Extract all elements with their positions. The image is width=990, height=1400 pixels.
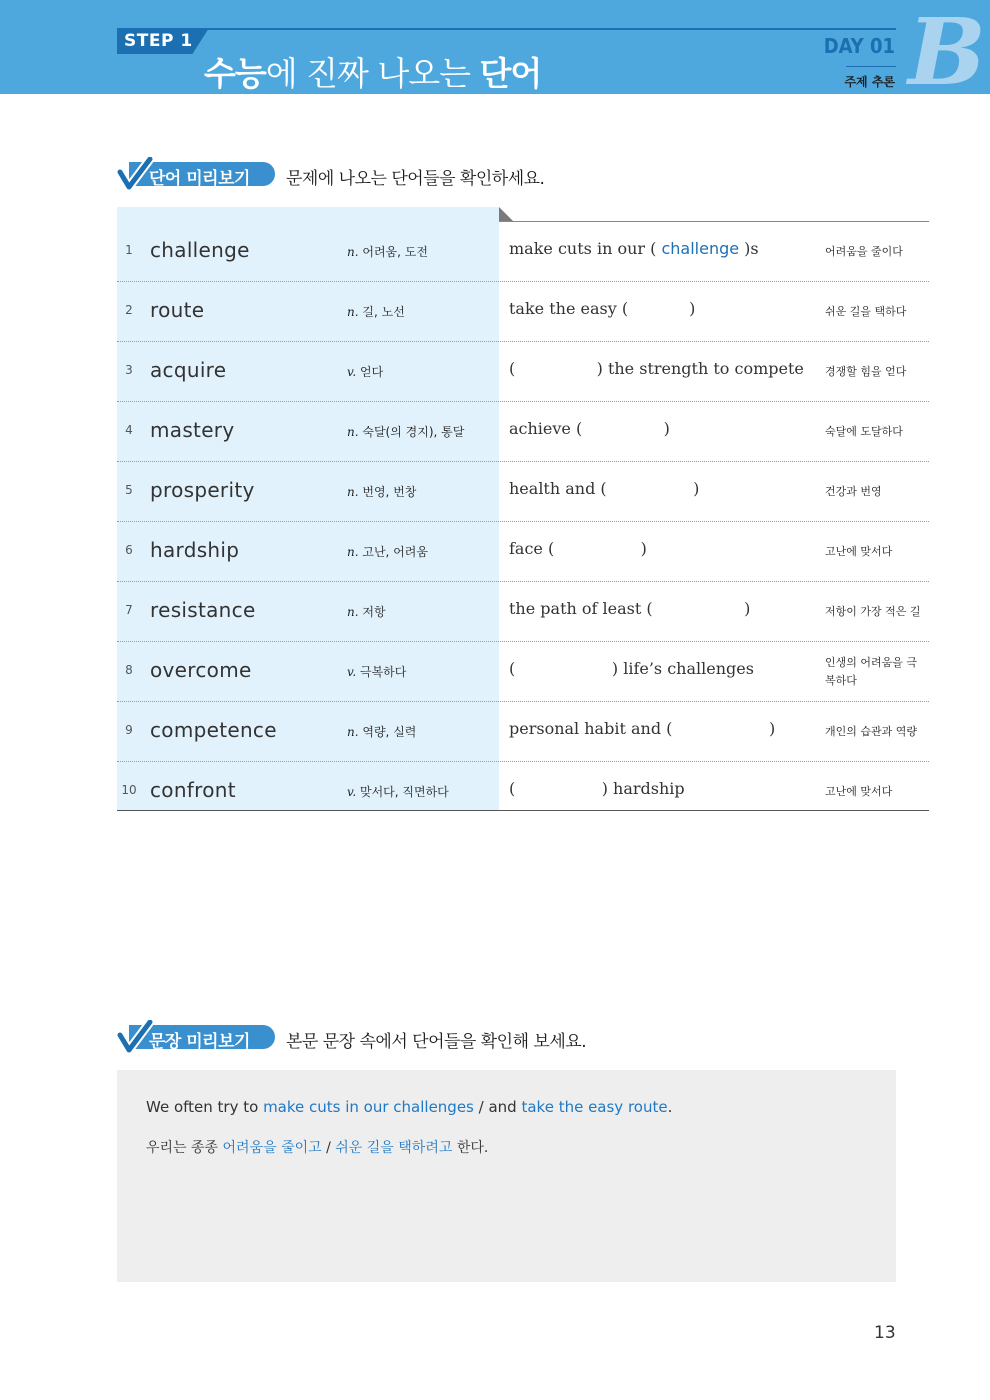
part-of-speech: v. [347,365,357,379]
title-part-bold-2: 단어 [479,54,542,93]
day-divider-line [846,66,896,67]
vocab-phrase [509,359,804,378]
vocab-number: 6 [125,543,133,557]
book-letter-logo: B [908,0,986,94]
section-description: 본문 문장 속에서 단어들을 확인해 보세요. [286,1032,587,1052]
vocab-phrase [509,719,775,738]
title-part-bold-1: 수능 [204,54,266,93]
vocab-korean-phrase: 개인의 습관과 역량 [825,725,918,738]
vocab-word: hardship [150,538,240,562]
meaning-text: 역량, 실력 [362,725,417,739]
sentence-text: . [667,1098,673,1116]
vocab-korean-phrase: 경쟁할 힘을 얻다 [825,365,907,378]
vocab-word: prosperity [150,478,255,502]
day-label: DAY 01 [823,34,895,58]
vocab-word: overcome [150,658,252,682]
highlighted-phrase: take the easy route [521,1098,668,1116]
phrase-after: )s [739,239,759,258]
phrase-before: personal habit and ( ) [509,719,776,738]
part-of-speech: n. [347,305,359,319]
vocab-word: mastery [150,418,235,442]
phrase-before: make cuts in our ( [509,239,662,258]
vocab-number: 7 [125,603,133,617]
sentence-text: 우리는 종종 [146,1140,223,1156]
vocab-row [117,522,929,582]
part-of-speech: v. [347,665,357,679]
part-of-speech: n. [347,245,359,259]
section-badge-sentence [117,1022,275,1052]
badge-label: 단어 미리보기 [149,169,250,189]
page-fold-corner [499,207,513,221]
vocab-korean-phrase: 숙달에 도달하다 [825,425,903,438]
vocab-korean-phrase: 어려움을 줄이다 [825,245,903,258]
vocab-word: route [150,298,205,322]
sentence-text: 한다. [452,1140,489,1156]
meaning-text: 저항 [362,605,386,619]
checkmark-icon [117,157,153,191]
vocab-word: resistance [150,598,256,622]
vocab-korean-phrase: 저항이 가장 적은 길 [825,605,921,618]
title-part-middle: 에 진짜 나오는 [265,54,480,93]
phrase-before: ( ) hardship [509,779,685,798]
vocab-meaning [347,783,449,800]
page-header [0,0,990,94]
vocab-korean-phrase: 건강과 번영 [825,485,882,498]
badge-label: 문장 미리보기 [149,1032,250,1052]
vocab-meaning [347,303,405,320]
vocab-phrase [509,419,670,438]
vocab-number: 9 [125,723,133,737]
vocab-row [117,582,929,642]
phrase-before: health and ( ) [509,479,700,498]
section-description: 문제에 나오는 단어들을 확인하세요. [286,169,545,189]
vocab-word: competence [150,718,277,742]
phrase-before: face ( ) [509,539,647,558]
vocab-word: confront [150,778,236,802]
vocab-meaning [347,543,428,560]
vocab-phrase [509,539,647,558]
part-of-speech: n. [347,725,359,739]
topic-label: 주제 추론 [844,75,895,89]
phrase-before: ( ) life’s challenges [509,659,754,678]
meaning-text: 어려움, 도전 [362,245,428,259]
vocab-korean-phrase: 고난에 맞서다 [825,545,893,558]
meaning-text: 얻다 [360,365,384,379]
vocab-phrase [509,299,695,318]
part-of-speech: n. [347,485,359,499]
vocab-row [117,702,929,762]
part-of-speech: v. [347,785,357,799]
vocab-meaning [347,603,386,620]
step-label: STEP 1 [124,31,193,51]
meaning-text: 극복하다 [360,665,407,679]
vocab-korean-phrase: 인생의 어려움을 극복하다 [825,656,918,687]
sentence-text: / [321,1140,336,1156]
sentence-box [117,1070,896,1282]
part-of-speech: n. [347,605,359,619]
vocab-korean-phrase: 쉬운 길을 택하다 [825,305,907,318]
vocab-word: challenge [150,238,250,262]
part-of-speech: n. [347,425,359,439]
sentence-korean [146,1137,488,1157]
vocab-table [117,222,929,821]
meaning-text: 고난, 어려움 [362,545,428,559]
vocab-meaning [347,243,428,260]
page-number: 13 [874,1323,896,1343]
vocab-row [117,342,929,402]
vocab-korean-phrase: 고난에 맞서다 [825,785,893,798]
highlighted-phrase: make cuts in our challenges [263,1098,474,1116]
page-title [204,48,541,94]
table-bottom-rule [117,810,929,811]
vocab-number: 10 [121,783,137,797]
highlighted-phrase: 어려움을 줄이고 [222,1140,322,1156]
vocab-number: 8 [125,663,133,677]
meaning-text: 숙달(의 경지), 통달 [362,425,465,439]
vocab-number: 1 [125,243,133,257]
vocab-number: 4 [125,423,133,437]
phrase-before: the path of least ( ) [509,599,751,618]
vocab-phrase [509,239,759,258]
vocab-meaning [347,723,416,740]
vocab-phrase [509,659,754,678]
meaning-text: 길, 노선 [362,305,405,319]
vocab-row [117,222,929,282]
vocab-word: acquire [150,358,227,382]
vocab-phrase [509,599,750,618]
section-badge-vocab [117,159,275,189]
vocab-phrase [509,479,699,498]
vocab-meaning [347,663,406,680]
vocab-number: 5 [125,483,133,497]
checkmark-icon [117,1020,153,1054]
sentence-text: / and [473,1098,522,1116]
phrase-before: ( ) the strength to compete [509,359,804,378]
phrase-answer: challenge [661,239,740,258]
vocab-phrase [509,779,685,798]
vocab-row [117,462,929,522]
vocab-row [117,642,929,702]
highlighted-phrase: 쉬운 길을 택하려고 [335,1140,453,1156]
vocab-number: 3 [125,363,133,377]
vocab-number: 2 [125,303,133,317]
vocab-row [117,402,929,462]
sentence-text: We often try to [146,1098,264,1116]
phrase-before: achieve ( ) [509,419,670,438]
vocab-meaning [347,423,464,440]
step-divider-line [200,28,896,30]
part-of-speech: n. [347,545,359,559]
meaning-text: 맞서다, 직면하다 [360,785,449,799]
meaning-text: 번영, 번창 [362,485,417,499]
vocab-meaning [347,483,416,500]
vocab-meaning [347,363,383,380]
vocab-row [117,282,929,342]
sentence-english [146,1098,672,1116]
phrase-before: take the easy ( ) [509,299,696,318]
vocab-row [117,762,929,821]
